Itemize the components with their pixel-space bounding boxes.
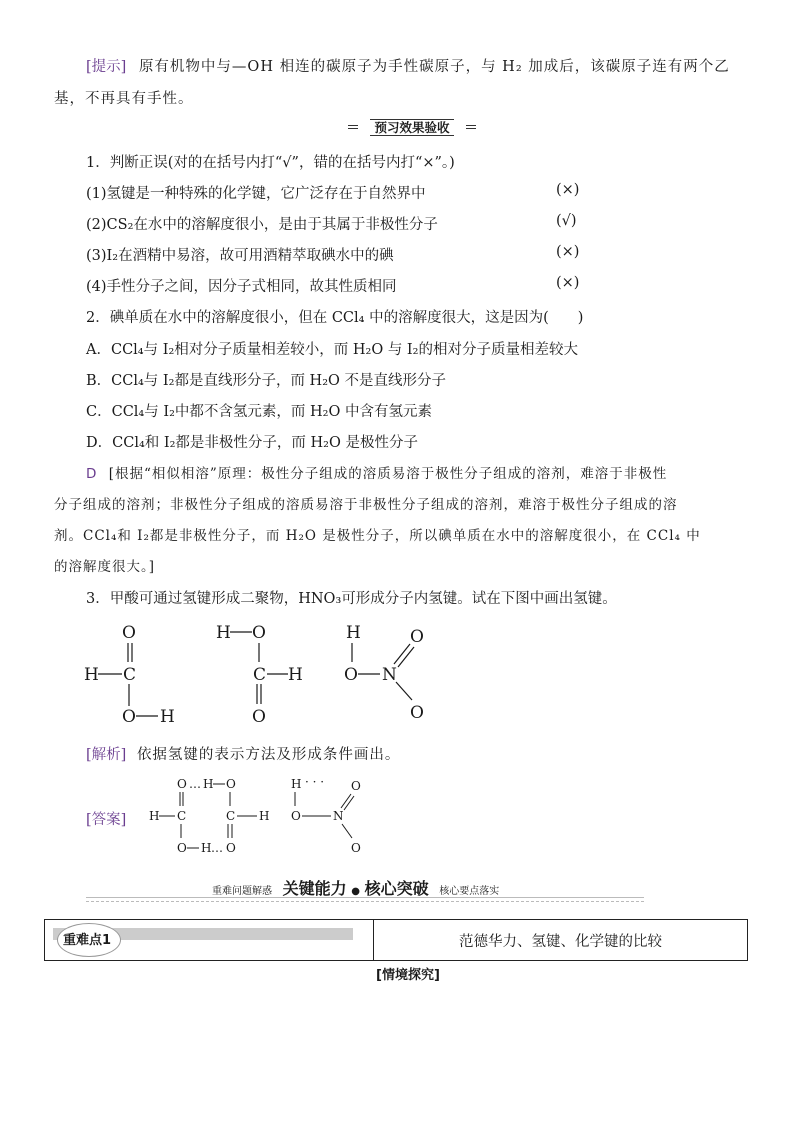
atom-h: H (288, 665, 303, 685)
svg-text:H: H (259, 809, 270, 823)
svg-text:O: O (291, 809, 301, 823)
section-header-left: 重难问题解惑 (212, 886, 272, 897)
q1-item: (4)手性分子之间，因分子式相同，故其性质相同 (86, 279, 397, 295)
q3-structures-figure (80, 618, 440, 728)
analysis-text: 依据氢键的表示方法及形成条件画出。 (136, 747, 401, 763)
q1-answer: (×) (556, 182, 580, 198)
atom-o: O (122, 623, 136, 643)
svg-text:C: C (177, 809, 187, 823)
q2-solution-line-4: 的溶解度很大。] (54, 559, 156, 575)
svg-text:O: O (351, 779, 361, 793)
section-header-right: 核心要点落实 (439, 886, 500, 897)
q2-option-d: D．CCl₄和 I₂都是非极性分子，而 H₂O 是极性分子 (86, 435, 418, 451)
atom-h: H (216, 623, 231, 643)
hint-text-2: 基，不再具有手性。 (54, 91, 194, 107)
svg-text:O: O (177, 841, 187, 855)
hint-text-1: 原有机物中与—OH 相连的碳原子为手性碳原子，与 H₂ 加成后，该碳原子连有两个乙 (138, 59, 730, 75)
section-header-title-b: 核心突破 (364, 879, 429, 898)
atom-o: O (122, 707, 136, 727)
atom-o: O (410, 627, 424, 647)
atom-n: N (382, 665, 397, 685)
atom-o: O (252, 623, 266, 643)
q2-option-b: B．CCl₄与 I₂都是直线形分子，而 H₂O 不是直线形分子 (86, 373, 447, 389)
inquiry-heading: [情境探究] (376, 968, 440, 983)
svg-text:C: C (226, 809, 236, 823)
key-point-table (44, 919, 748, 961)
atom-c: C (123, 665, 137, 685)
q3-answer-figure (145, 772, 375, 858)
q2-solution-letter: D (86, 466, 98, 482)
q1-item: (1)氢键是一种特殊的化学键，它广泛存在于自然界中 (86, 186, 426, 202)
q1-answer: (×) (556, 275, 580, 291)
svg-text:H: H (149, 809, 160, 823)
svg-text:O: O (226, 841, 236, 855)
svg-text:O: O (177, 777, 187, 791)
atom-o: O (410, 703, 424, 723)
section-header (212, 876, 499, 899)
hint-line-1 (86, 55, 730, 76)
q2-solution-line-1: D [根据“相似相溶”原理：极性分子组成的溶质易溶于极性分子组成的溶剂，难溶于非极性 (86, 466, 668, 482)
svg-text:N: N (333, 809, 344, 823)
section-divider (86, 897, 644, 902)
section-banner: 预习效果验收 (348, 118, 476, 134)
q1-item: (3)I₂在酒精中易溶，故可用酒精萃取碘水中的碘 (86, 248, 394, 264)
svg-text:…: … (211, 841, 223, 855)
q1-item: (2)CS₂在水中的溶解度很小，是由于其属于非极性分子 (86, 217, 438, 233)
svg-text:· · ·: · · · (305, 775, 325, 789)
analysis-label: [解析] (86, 747, 127, 763)
svg-text:O: O (226, 777, 236, 791)
section-header-title-a: 关键能力 (282, 879, 347, 898)
q1-stem: 1．判断正误(对的在括号内打“√”，错的在括号内打“×”。) (86, 155, 455, 171)
q3-stem: 3．甲酸可通过氢键形成二聚物，HNO₃可形成分子内氢键。试在下图中画出氢键。 (86, 591, 617, 607)
svg-text:O: O (351, 841, 361, 855)
q1-answer: (×) (556, 244, 580, 260)
atom-h: H (84, 665, 99, 685)
key-point-title: 范德华力、氢键、化学键的比较 (374, 920, 748, 961)
atom-o: O (344, 665, 358, 685)
key-point-label: 重难点1 (63, 933, 112, 948)
section-header-bullet-icon: ● (351, 886, 360, 897)
svg-text:…: … (189, 777, 201, 791)
q2-stem: 2．碘单质在水中的溶解度很小，但在 CCl₄ 中的溶解度很大，这是因为( ) (86, 310, 584, 326)
atom-c: C (253, 665, 267, 685)
q3-analysis (86, 743, 400, 764)
answer-label: [答案] (86, 812, 127, 828)
q1-answer: (√) (556, 213, 577, 229)
q2-option-a: A．CCl₄与 I₂相对分子质量相差较小，而 H₂O 与 I₂的相对分子质量相差较大 (86, 342, 578, 358)
hint-label: [提示] (86, 59, 127, 75)
q2-option-c: C．CCl₄与 I₂中都不含氢元素，而 H₂O 中含有氢元素 (86, 404, 432, 420)
q2-solution-line-2: 分子组成的溶剂；非极性分子组成的溶质易溶于非极性分子组成的溶剂，难溶于极性分子组成的溶 (54, 497, 678, 513)
atom-o: O (252, 707, 266, 727)
svg-text:H: H (291, 777, 302, 791)
svg-text:H: H (201, 841, 212, 855)
q2-solution-line-3: 剂。CCl₄和 I₂都是非极性分子，而 H₂O 是极性分子，所以碘单质在水中的溶解度很小，在 CCl₄ 中 (54, 528, 701, 544)
svg-text:H: H (203, 777, 214, 791)
atom-h: H (160, 707, 175, 727)
atom-h: H (346, 623, 361, 643)
